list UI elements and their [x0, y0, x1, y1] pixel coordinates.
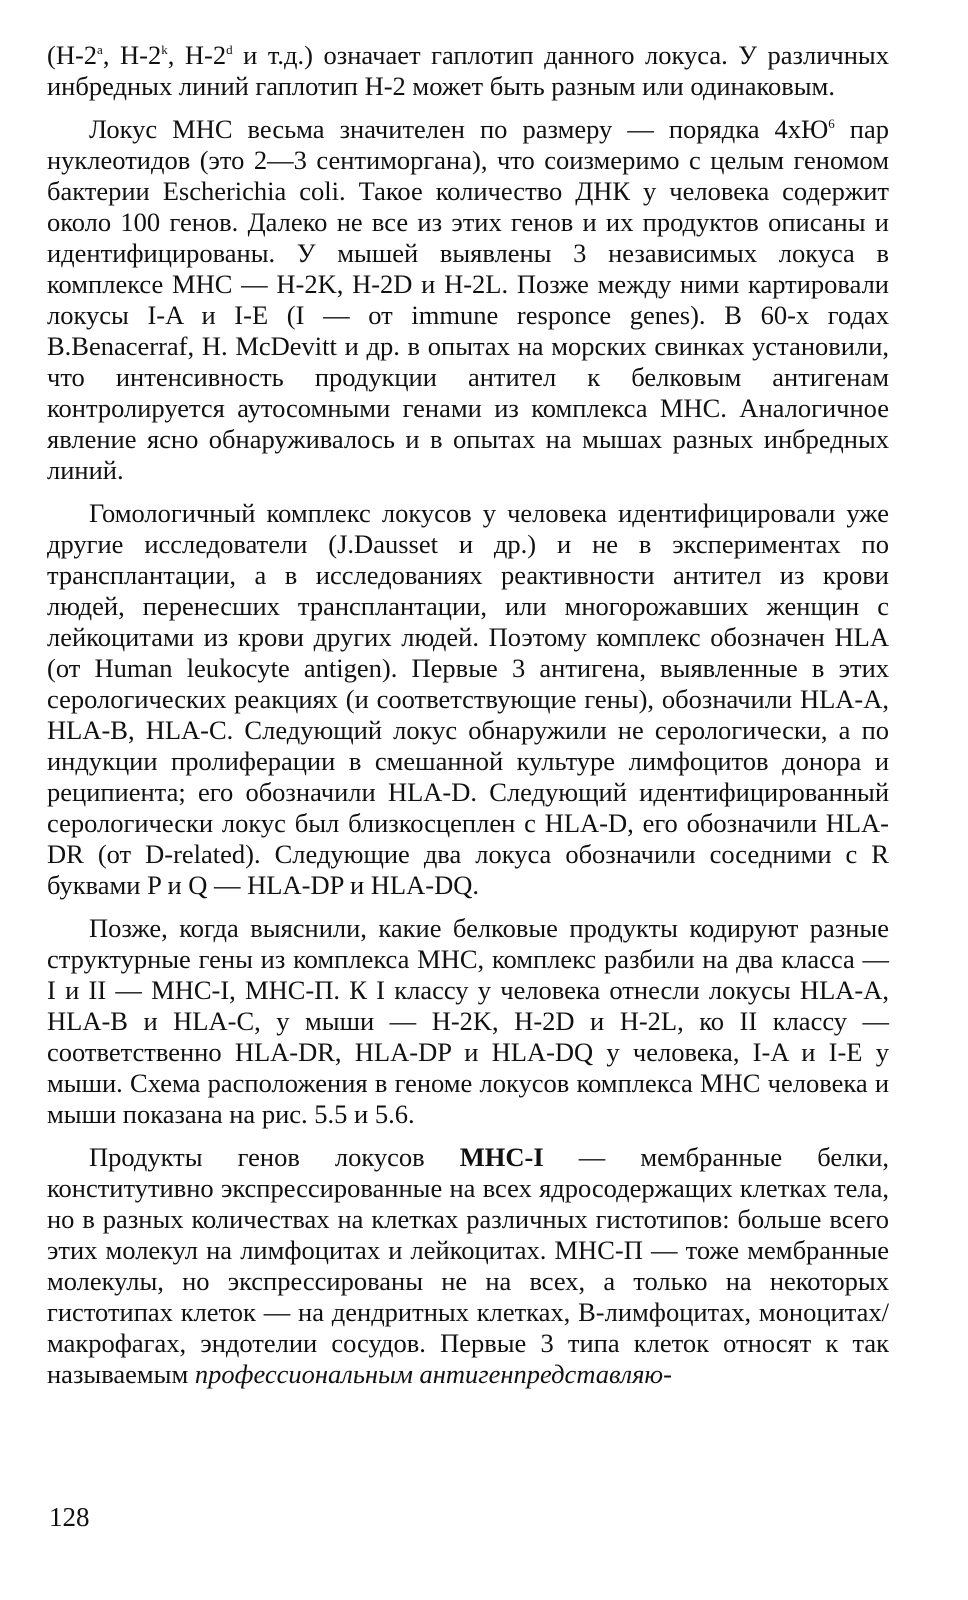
paragraph	[47, 913, 889, 1130]
text-run: (H-2	[47, 40, 98, 70]
text-run: — мембранные белки, конститутивно экспрессированные на всех ядросодержащих клетках тела, но в разных количествах на клетках различных гистотипов: больше всего этих молекул на лимфоцитах и лейкоцитах. МНС-П — тоже мембранные молекулы, но экспрессированы не на всех, а только на некоторых гистотипах клеток — на дендритных клетках, В-лимфоцитах, моноцитах/ макрофагах, эндотелии сосудов. Первые 3 типа клеток относят к так называемым	[47, 1142, 889, 1389]
text-run: MHC-I	[459, 1142, 544, 1172]
page-number: 128	[49, 1502, 90, 1532]
text-run: Гомологичный комплекс локусов у человека идентифицировали уже другие исследователи (J.Dausset и др.) и не в экспериментах по трансплантации, а в исследованиях реактивности антител из крови людей, перенесших трансплантации, или многорожавших женщин с лейкоцитами из крови других людей. Поэтому комплекс обозначен HLA (от Human leukocyte antigen). Первые 3 антигена, выявленные в этих серологических реакциях (и соответствующие гены), обозначили HLA-A, HLA-B, HLA-C. Следующий локус обнаружили не серологически, а по индукции пролиферации в смешанной культуре лимфоцитов донора и реципиента; его обозначили HLA-D. Следующий идентифицированный серологически локус был близкосцеплен с HLA-D, его обозначили HLA-DR (от D-related). Следующие два локуса обозначили соседними с R буквами P и Q — HLA-DP и HLA-DQ.	[47, 498, 889, 900]
superscript: a	[97, 42, 103, 58]
text-run: Локус МНС весьма значителен по размеру — порядка 4хЮ	[89, 114, 829, 144]
superscript: k	[161, 42, 168, 58]
text-run: , H-2	[102, 40, 162, 70]
text-run: , H-2	[167, 40, 227, 70]
text-run: профессиональным антигенпредставляю-	[194, 1359, 672, 1389]
text-run: и т.д.) означает гаплотип данного локуса. У различных инбредных линий гаплотип Н-2 может быть разным или одинаковым.	[47, 40, 889, 101]
superscript: d	[226, 42, 233, 58]
text-run: пар нуклеотидов (это 2—3 сентиморгана), что соизмеримо с целым геномом бактерии Escherichia coli. Такое количество ДНК у человека содержит около 100 генов. Далеко не все из этих генов и их продуктов описаны и идентифицированы. У мышей выявлены 3 независимых локуса в комплексе МНС — H-2K, H-2D и H-2L. Позже между ними картировали локусы I-A и I-E (I — от immune responce genes). В 60-х годах B.Benacerraf, H. McDevitt и др. в опытах на морских свинках установили, что интенсивность продукции антител к белковым антигенам контролируется аутосомными генами из комплекса МНС. Аналогичное явление ясно обнаруживалось и в опытах на мышах разных инбредных линий.	[47, 114, 889, 485]
page-body	[47, 40, 889, 1402]
superscript: 6	[828, 116, 835, 132]
paragraph	[47, 114, 889, 486]
paragraph	[47, 1142, 889, 1390]
paragraph	[47, 40, 889, 102]
text-run: Продукты генов локусов	[89, 1142, 460, 1172]
text-run: Позже, когда выяснили, какие белковые продукты кодируют разные структурные гены из комплекса МНС, комплекс разбили на два класса — I и II — MHC-I, МНС-П. К I классу у человека отнесли локусы HLA-A, HLA-B и HLA-C, у мыши — H-2K, H-2D и H-2L, ко II классу — соответственно HLA-DR, HLA-DP и HLA-DQ у человека, I-A и I-E у мыши. Схема расположения в геноме локусов комплекса МНС человека и мыши показана на рис. 5.5 и 5.6.	[47, 913, 889, 1129]
paragraph	[47, 498, 889, 901]
